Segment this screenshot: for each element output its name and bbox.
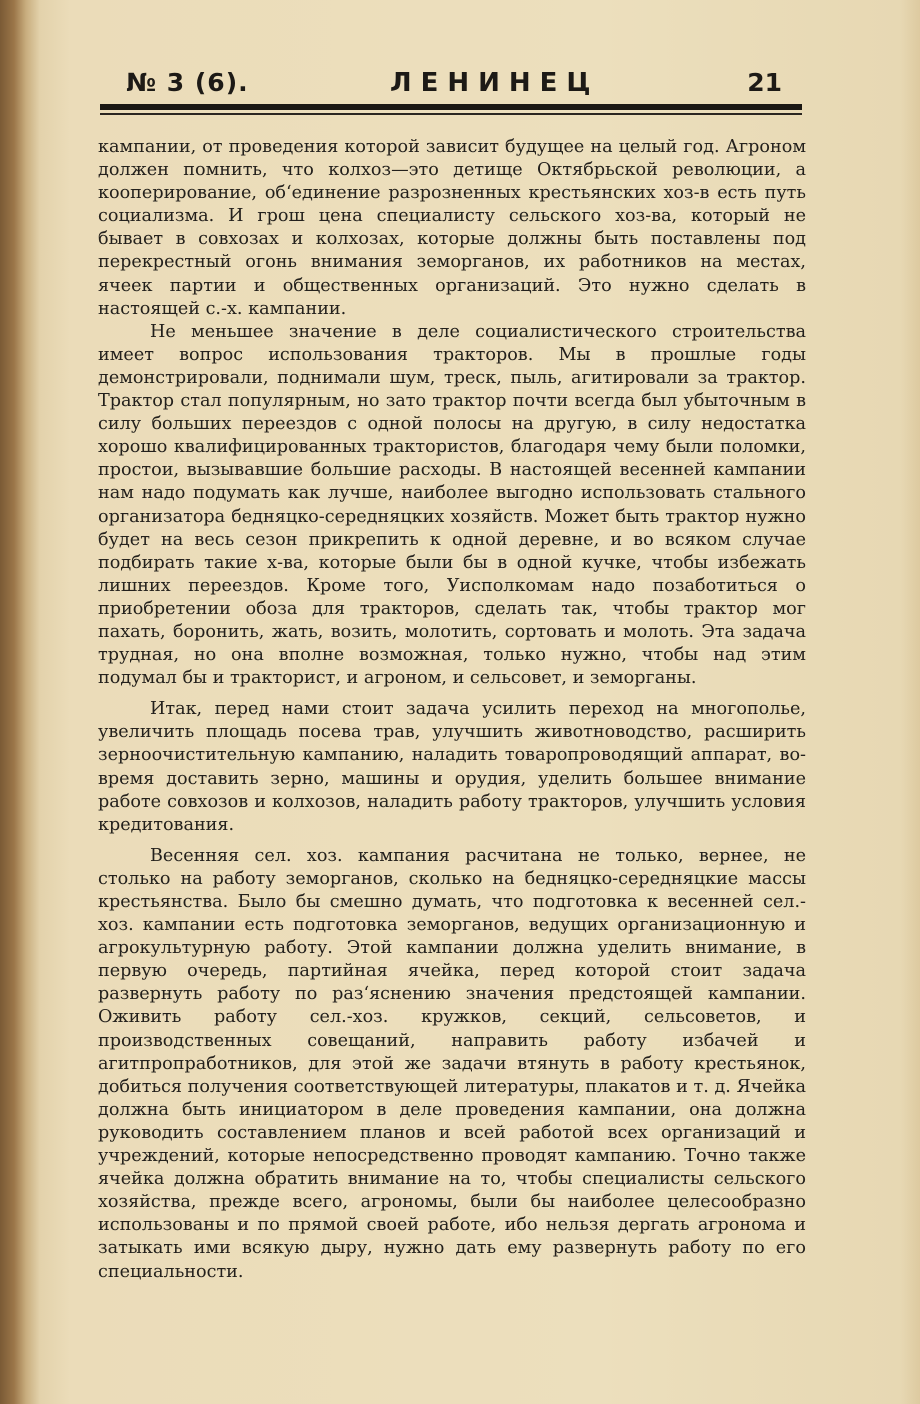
header-rule-thick xyxy=(100,104,802,110)
article-body xyxy=(98,136,806,1284)
header-rule-thin xyxy=(100,113,802,115)
issue-number: № 3 (6). xyxy=(126,68,249,97)
page-number: 21 xyxy=(747,68,782,97)
journal-title: ЛЕНИНЕЦ xyxy=(390,68,600,98)
paragraph-tractors: Не меньшее значение в деле социалистического строительства имеет вопрос использования тракторов. Мы в прошлые годы демонстрировали, поднимали шум, треск, пыль, агитировали за трактор. Трактор стал популярным, но зато трактор почти всегда был убыточным в силу больших переездов с одной полосы на другую, в силу недостатка хорошо квалифицированных трактористов, благодаря чему были поломки, простои, вызывавшие большие расходы. В настоящей весенней кампании нам надо подумать как лучше, наиболее выгодно использовать стального организатора бедняцко-середняцких хозяйств. Может быть трактор нужно будет на весь сезон прикрепить к одной деревне, и во всяком случае подбирать такие х-ва, которые были бы в одной кучке, чтобы избежать лишних переездов. Кроме того, Уисполкомам надо позаботиться о приобретении обоза для тракторов, сделать так, чтобы трактор мог пахать, боронить, жать, возить, молотить, сортовать и молоть. Эта задача трудная, но она вполне возможная, только нужно, чтобы над этим подумал бы и тракторист, и агроном, и сельсовет, и земорганы. xyxy=(98,321,806,689)
page-header xyxy=(100,66,800,102)
paragraph-tasks: Итак, перед нами стоит задача усилить переход на многополье, увеличить площадь посева трав, улучшить животноводство, расширить зерноочистительную кампанию, наладить товаропроводящий аппарат, во-время доставить зерно, машины и орудия, уделить большее внимание работе совхозов и колхозов, наладить работу тракторов, улучшить условия кредитования. xyxy=(98,699,806,835)
paragraph-continuation: кампании, от проведения которой зависит будущее на целый год. Агроном должен помнить, что колхоз—это детище Октябрьской революции, а кооперирование, об‘единение разрозненных крестьянских хоз-в есть путь социализма. И грош цена специалисту сельского хоз-ва, который не бывает в совхозах и колхозах, которые должны быть поставлены под перекрестный огонь внимания земорганов, их работников на местах, ячеек партии и общественных организаций. Это нужно сделать в настоящей с.-х. кампании. xyxy=(98,137,806,319)
paragraph-spring-campaign: Весенняя сел. хоз. кампания расчитана не только, вернее, не столько на работу земорганов, сколько на бедняцко-середняцкие массы крестьянства. Было бы смешно думать, что подготовка к весенней сел.-хоз. кампании есть подготовка земорганов, ведущих организационную и агрокультурную работу. Этой кампании должна уделить внимание, в первую очередь, партийная ячейка, перед которой стоит задача развернуть работу по раз‘яснению значения предстоящей кампании. Оживить работу сел.-хоз. кружков, секций, сельсоветов, и производственных совещаний, направить работу избачей и агитпропработников, для этой же задачи втянуть в работу крестьянок, добиться получения соответствующей литературы, плакатов и т. д. Ячейка должна быть инициатором в деле проведения кампании, она должна руководить составлением планов и всей работой всех организаций и учреждений, которые непосредственно проводят кампанию. Точно также ячейка должна обратить внимание на то, чтобы специалисты сельского хозяйства, прежде всего, агрономы, были бы наиболее целесообразно использованы и по прямой своей работе, ибо нельзя дергать агронома и затыкать ими всякую дыру, нужно дать ему развернуть работу по его специальности. xyxy=(98,845,806,1282)
